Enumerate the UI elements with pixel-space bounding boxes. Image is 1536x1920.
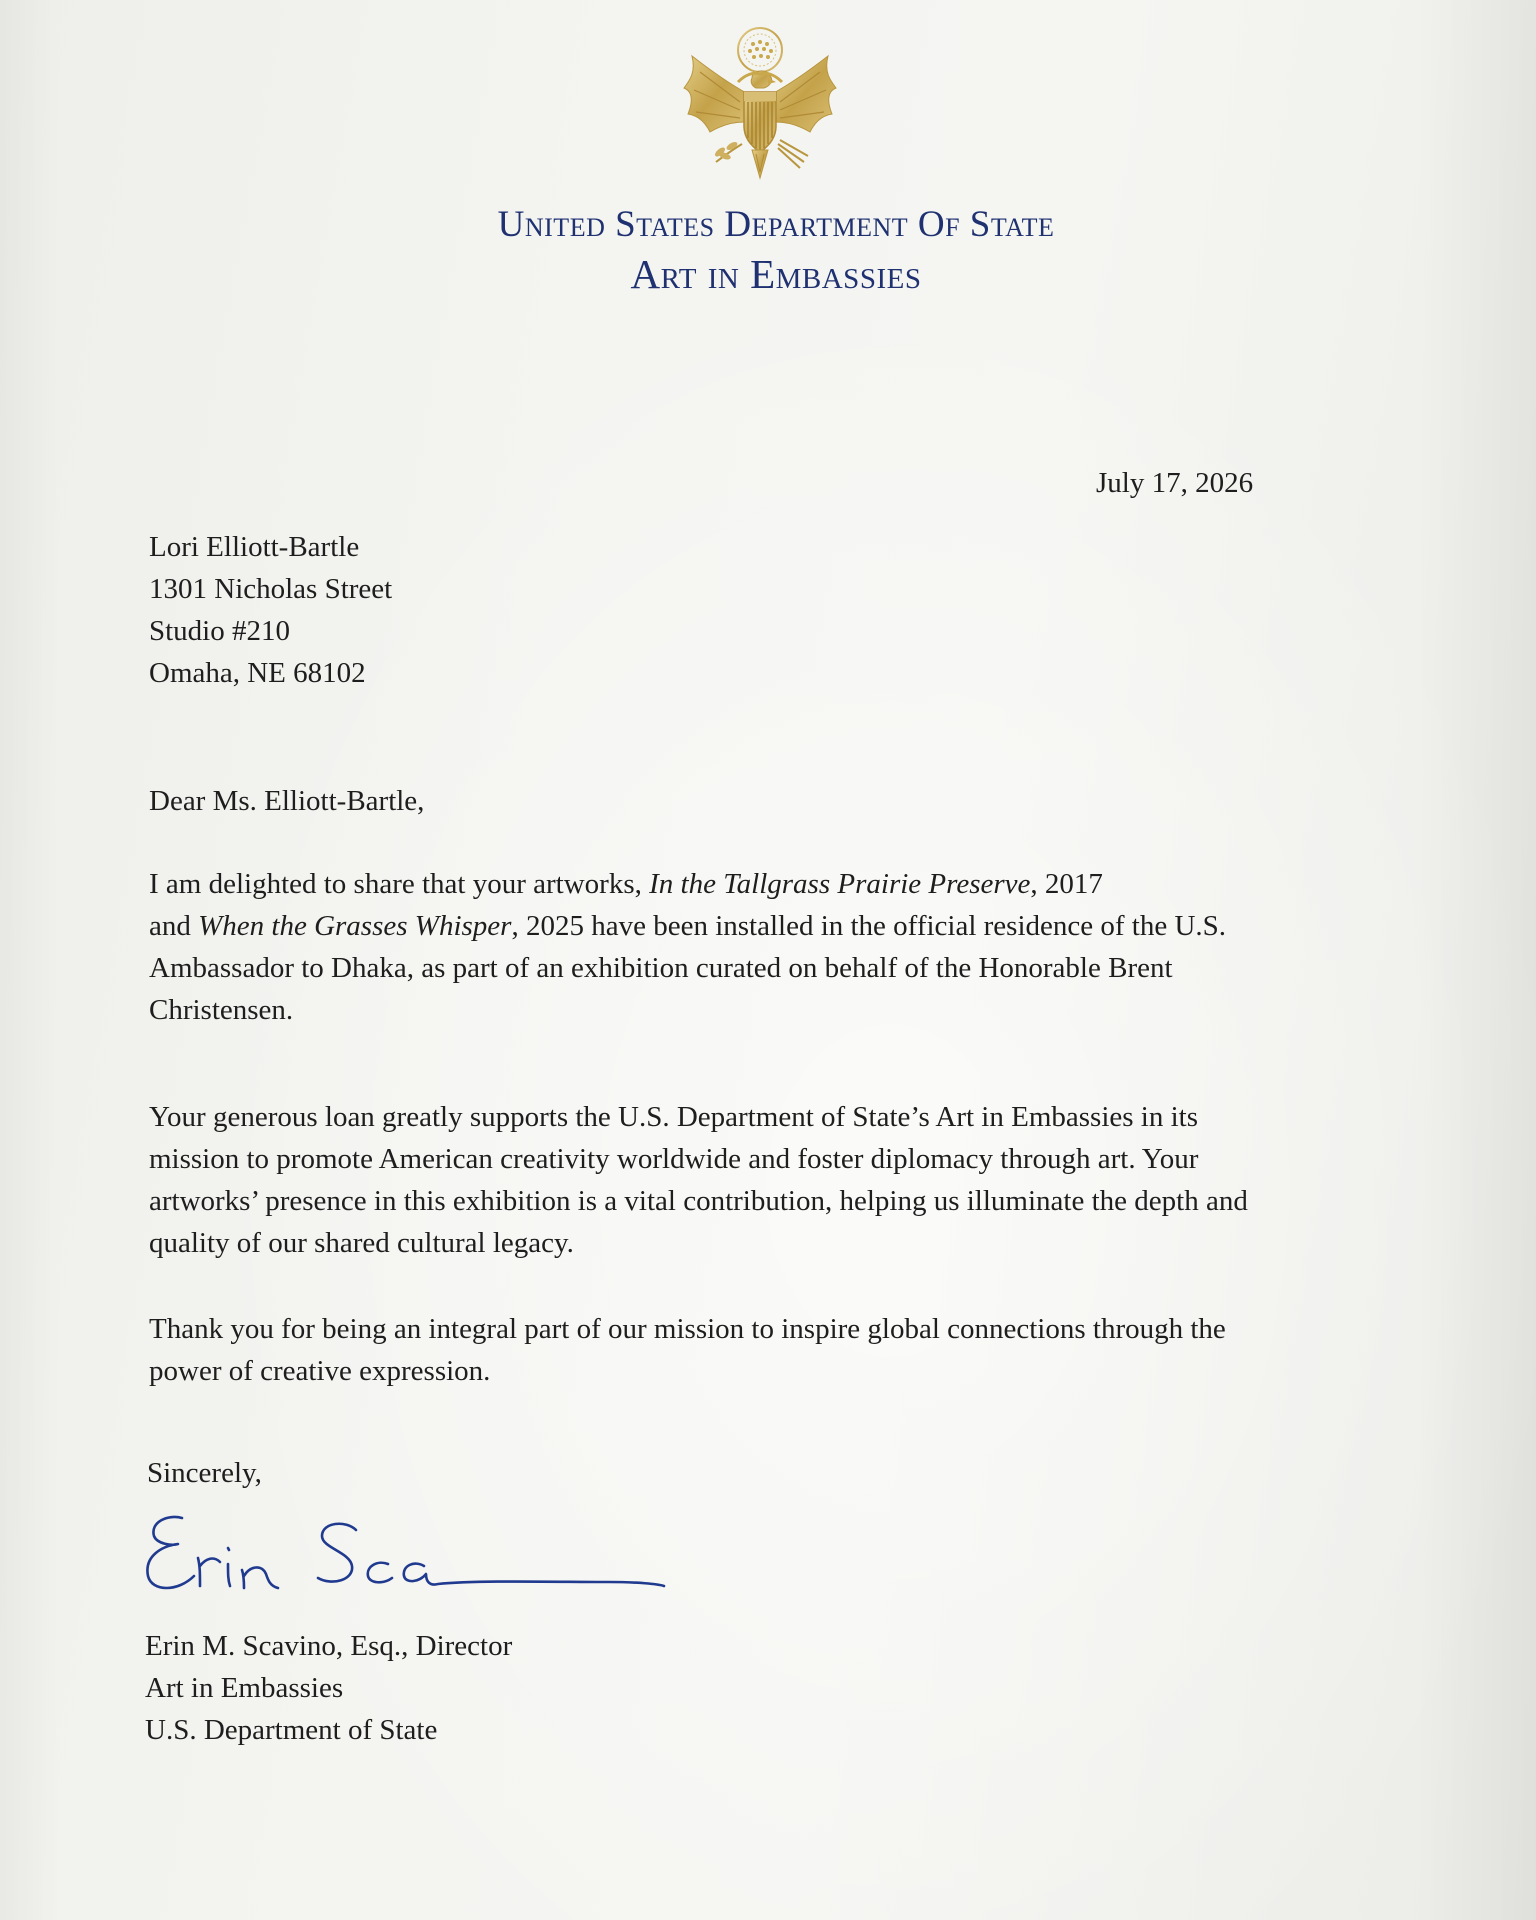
paragraph-line: Christensen. [149,994,294,1026]
closing: Sincerely, [147,1457,262,1489]
salutation: Dear Ms. Elliott-Bartle, [149,785,425,817]
signatory-office: Art in Embassies [145,1672,344,1704]
text-run: and [149,910,199,942]
body-paragraph-3 [149,1308,1226,1392]
paragraph-line: Ambassador to Dhaka, as part of an exhibition curated on behalf of the Honorable Brent [149,952,1173,984]
text-run: I am delighted to share that your artworks, [149,868,650,900]
recipient-unit: Studio #210 [149,615,290,647]
paragraph-line [149,863,1226,905]
artwork-year-1: , 2017 [1030,868,1103,900]
signature-block [145,1625,512,1751]
signatory-agency: U.S. Department of State [145,1714,438,1746]
paragraph-line [149,905,1226,947]
letterhead-program: Art in Embassies [630,251,922,297]
text-run: , 2025 have been installed in the official residence of the U.S. [511,910,1227,942]
great-seal-eagle-icon [670,22,850,197]
letterhead-department: United States Department Of State [497,204,1055,245]
artwork-title-1: In the Tallgrass Prairie Preserve [649,868,1031,900]
body-paragraph-2 [149,1096,1248,1264]
paragraph-line: artworks’ presence in this exhibition is a vital contribution, helping us illuminate the depth and [149,1185,1248,1217]
handwritten-signature [138,1500,668,1605]
artwork-title-2: When the Grasses Whisper [198,910,512,942]
paragraph-line: Your generous loan greatly supports the U.S. Department of State’s Art in Embassies in its [149,1101,1198,1133]
signatory-name-title: Erin M. Scavino, Esq., Director [145,1630,513,1662]
recipient-address [149,526,392,694]
paragraph-line: power of creative expression. [149,1355,491,1387]
recipient-city-state-zip: Omaha, NE 68102 [149,657,366,689]
body-paragraph-1 [149,863,1226,1031]
paragraph-line: mission to promote American creativity worldwide and foster diplomacy through art. Your [149,1143,1199,1175]
recipient-street: 1301 Nicholas Street [149,573,393,605]
paragraph-line: Thank you for being an integral part of our mission to inspire global connections through the [149,1313,1226,1345]
paragraph-line: quality of our shared cultural legacy. [149,1227,574,1259]
letter-date: July 17, 2026 [1096,467,1254,499]
recipient-name: Lori Elliott-Bartle [149,531,360,563]
